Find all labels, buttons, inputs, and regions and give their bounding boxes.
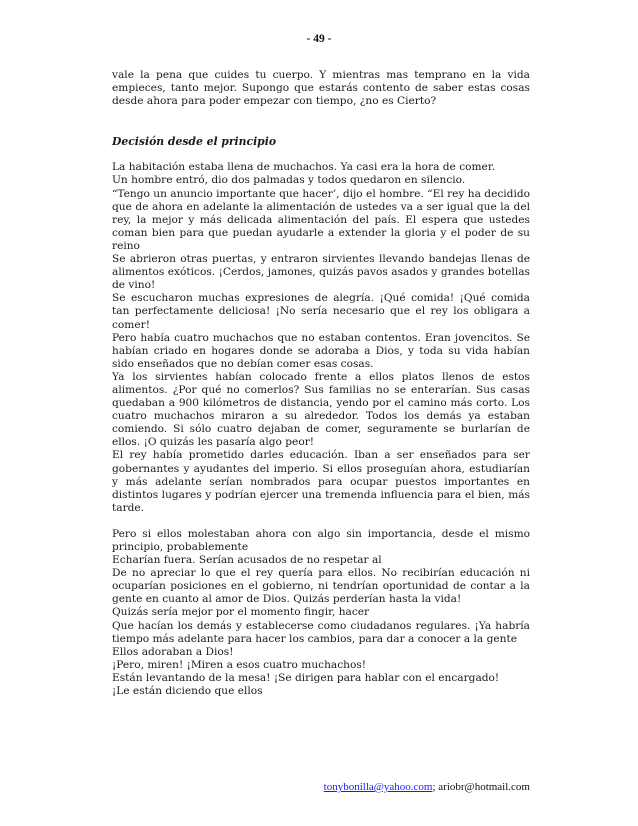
paragraph: Un hombre entró, dio dos palmadas y todos quedaron en silencio. xyxy=(112,174,466,187)
paragraph: ¡Pero, miren! ¡Miren a esos cuatro muchachos! xyxy=(112,658,367,671)
email-link[interactable]: tonybonilla@yahoo.com xyxy=(323,781,433,793)
paragraph: Ellos adoraban a Dios! xyxy=(112,645,234,658)
section-heading: Decisión desde el principio xyxy=(112,135,277,149)
paragraph: Se abrieron otras puertas, y entraron sirvientes llevando bandejas llenas de alimentos exóticos. ¡Cerdos, jamones, quizás pavos asados y grandes botellas de vino! xyxy=(112,253,530,292)
email-text: ariobr@hotmail.com xyxy=(438,781,530,793)
paragraph: Se escucharon muchas expresiones de alegría. ¡Qué comida! ¡Qué comida tan perfectamente deliciosa! ¡No sería necesario que el rey los obligara a comer! xyxy=(112,292,530,331)
paragraph: Ya los sirvientes habían colocado frente a ellos platos llenos de estos alimentos. ¿Por qué no comerlos? Sus familias no se enterarían. Sus casas quedaban a 900 kilómetros de distancia, yendo por el camino más corto. Los cuatro muchachos miraron a su alrededor. Todos los demás ya estaban comiendo. Si sólo cuatro dejaban de comer, seguramente se burlarían de ellos. ¡O quizás les pasaría algo peor! xyxy=(112,370,530,449)
paragraph: Echarían fuera. Serían acusados de no respetar al xyxy=(112,554,382,567)
paragraph: ¡Le están diciendo que ellos xyxy=(112,685,263,698)
paragraph: El rey había prometido darles educación. Iban a ser enseñados para ser gobernantes y ayudantes del imperio. Si ellos proseguían ahora, estudiarían y más adelante serían nombrados para ocupar puestos importantes en distintos lugares y podrían ejercer una tremenda influencia para el bien, más tarde. xyxy=(112,449,530,514)
intro-paragraph: vale la pena que cuides tu cuerpo. Y mientras mas temprano en la vida empieces, tanto mejor. Supongo que estarás contento de saber estas cosas desde ahora para poder empezar con tiempo, ¿no es Cierto? xyxy=(112,69,530,108)
page-number: - 49 - xyxy=(306,33,332,45)
footer-contact xyxy=(324,781,530,793)
footer-separator: ; xyxy=(432,781,436,793)
paragraph: Pero había cuatro muchachos que no estaban contentos. Eran jovencitos. Se habían criado en hogares donde se adoraba a Dios, y toda su vida habían sido enseñados que no debían comer esas cosas. xyxy=(112,331,530,370)
paragraph: “Tengo un anuncio importante que hacer’, dijo el hombre. “El rey ha decidido que de ahora en adelante la alimentación de ustedes va a ser igual que la del rey, la mejor y más delicada alimentación del país. El espera que ustedes coman bien para que puedan ayudarle a extender la gloria y el poder de su reino xyxy=(112,187,530,252)
paragraph: Quizás sería mejor por el momento fingir, hacer xyxy=(112,606,370,619)
paragraph: Pero si ellos molestaban ahora con algo sin importancia, desde el mismo principio, probablemente xyxy=(112,527,530,553)
paragraph: La habitación estaba llena de muchachos. Ya casi era la hora de comer. xyxy=(112,161,496,174)
page-content xyxy=(112,69,530,698)
paragraph: De no apreciar lo que el rey quería para ellos. No recibirían educación ni ocuparían posiciones en el gobierno, ni tendrían oportunidad de contar a la gente en cuanto al amor de Dios. Quizás perderían hasta la vida! xyxy=(112,567,530,606)
paragraph: Que hacían los demás y establecerse como ciudadanos regulares. ¡Ya habría tiempo más adelante para hacer los cambios, para dar a conocer a la gente xyxy=(112,619,530,645)
paragraph: Están levantando de la mesa! ¡Se dirigen para hablar con el encargado! xyxy=(112,671,500,684)
